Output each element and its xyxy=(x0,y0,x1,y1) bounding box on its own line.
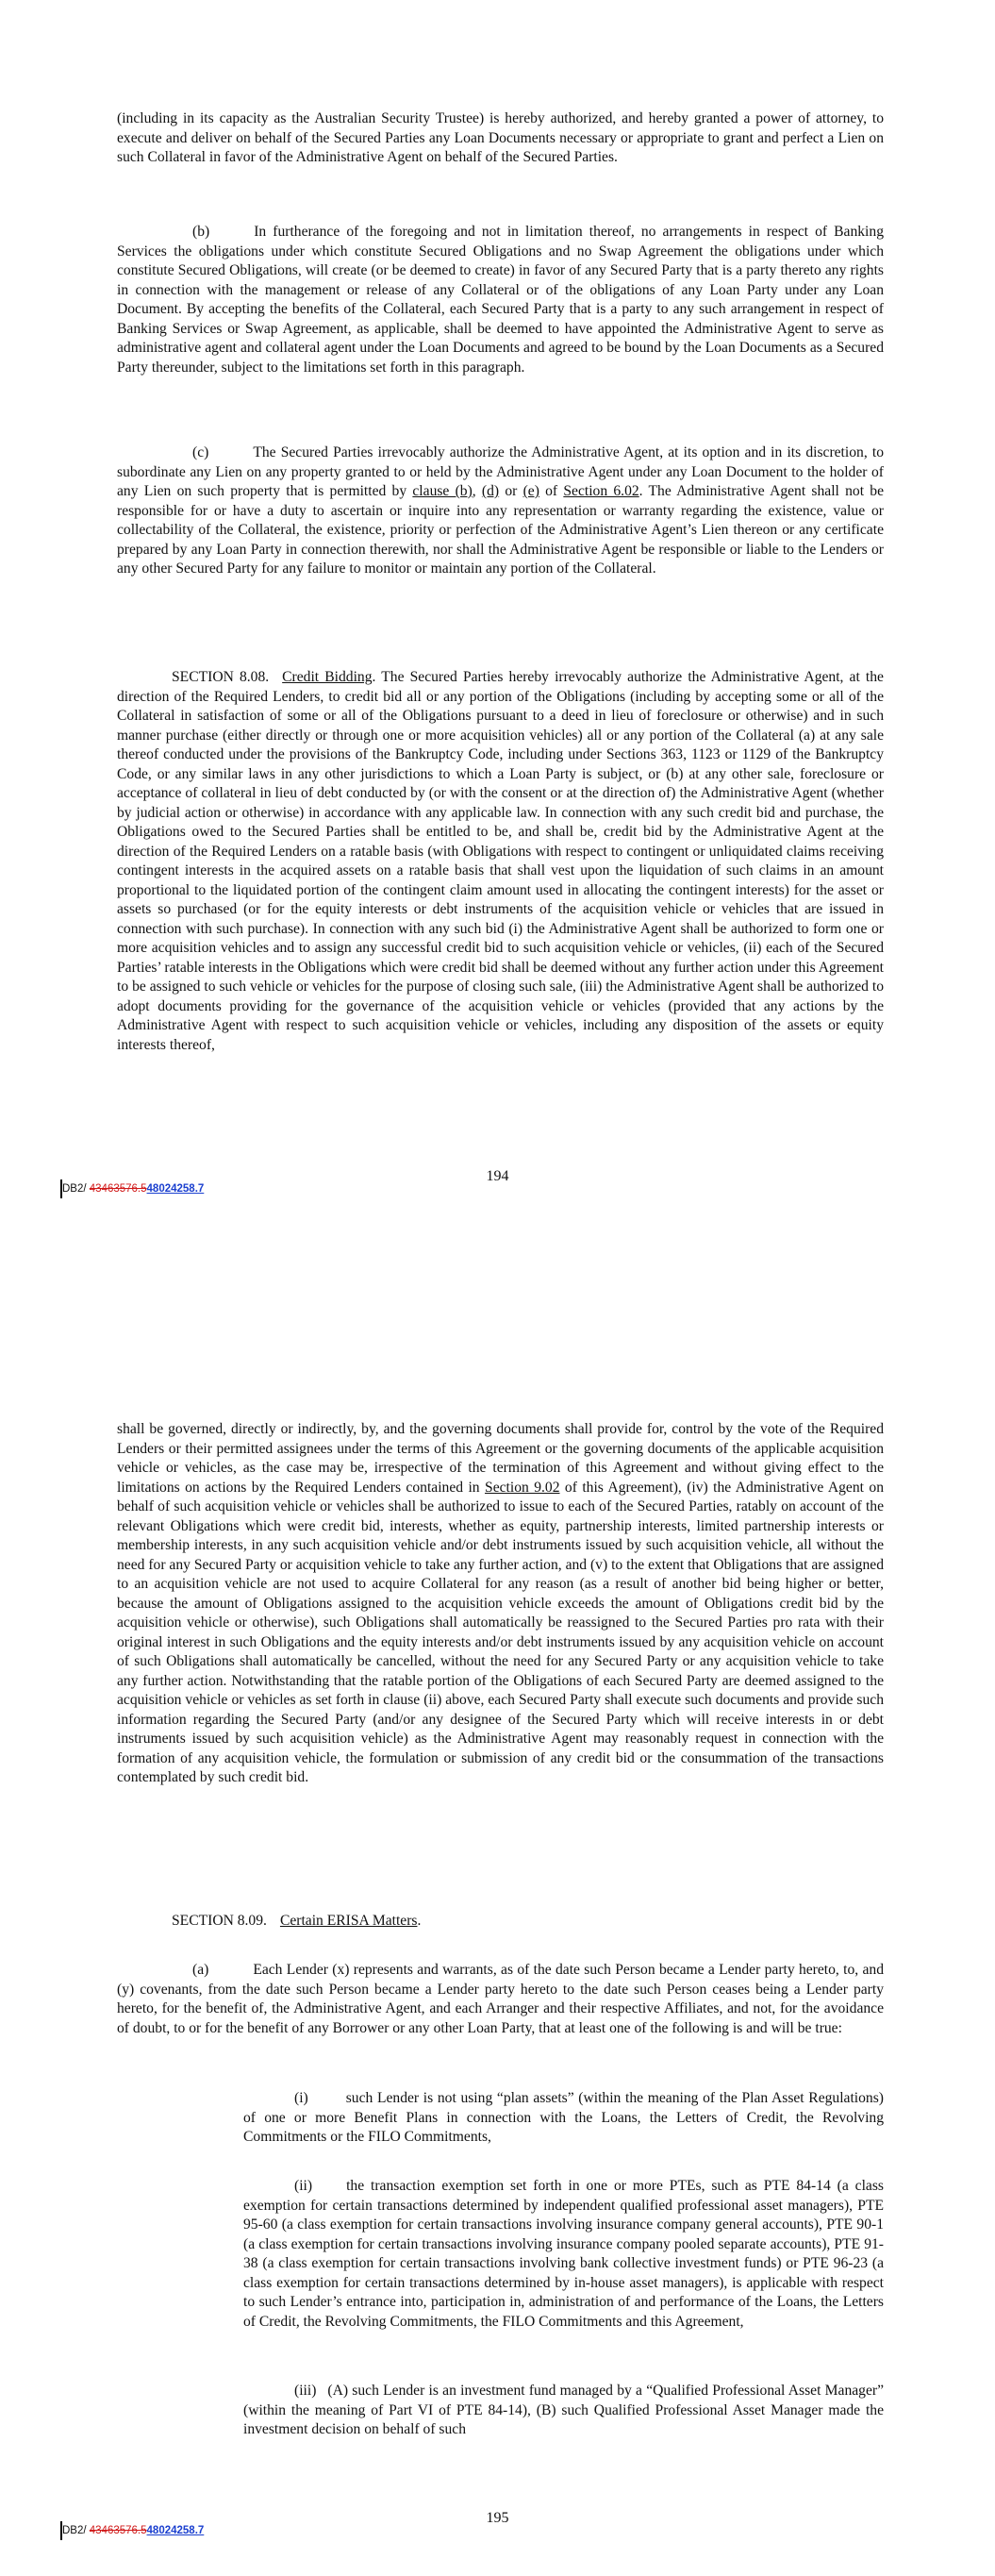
paragraph-b: (b) In furtherance of the foregoing and not in limitation thereof, no arrangements in respect of Banking Services the obligations under which constitute Secured Obligations and no Swap Agreement the obligations under which constitute Secured Obligations, will create (or be deemed to create) in favor of any Secured Party that is a party thereto any rights in connection with the management or release of any Collateral or of the obligations of any Loan Party under any Loan Document. By accepting the benefits of the Collateral, each Secured Party that is a party to any such arrangement in respect of Banking Services or Swap Agreement, as applicable, shall be deemed to have appointed the Administrative Agent to serve as administrative agent and collateral agent under the Loan Documents and agreed to be bound by the Loan Documents as a Secured Party thereunder, subject to the limitations set forth in this paragraph. xyxy=(117,224,884,376)
label-c: (c) xyxy=(192,444,209,460)
section-8-09-heading: SECTION 8.09. Certain ERISA Matters. xyxy=(117,1912,884,1932)
link-section-602[interactable]: Section 6.02 xyxy=(563,483,639,499)
link-clause-e[interactable]: (e) xyxy=(522,483,539,499)
page-194 xyxy=(0,0,995,1283)
page-number: 194 xyxy=(486,1168,509,1184)
section-label: SECTION 8.08. xyxy=(172,669,270,685)
label-a: (a) xyxy=(192,1962,209,1978)
clause-ii: (ii) the transaction exemption set forth in one or more PTEs, such as PTE 84-14 (a class exemption for certain transactions determined by independent qualified professional asset managers), PTE 95-60 (a class exemption for certain transactions involving insurance company general accounts), PTE 90-1 (a class exemption for certain transactions involving insurance company pooled separate accounts), PTE 91-38 (a class exemption for certain transactions involving bank collective investment funds) or PTE 96-23 (a class exemption for certain transactions determined by in-house asset managers), is applicable with respect to such Lender’s entrance into, participation in, administration of and performance of the Loans, the Letters of Credit, the Revolving Commitments, the FILO Commitments and this Agreement, xyxy=(243,2178,884,2330)
label-iii: (iii) xyxy=(294,2383,317,2399)
section-label: SECTION 8.09. xyxy=(172,1913,267,1929)
footer-doc-id: DB2/ 43463576.548024258.7 xyxy=(62,2525,205,2536)
label-i: (i) xyxy=(294,2090,308,2106)
paragraph-a: (a) Each Lender (x) represents and warrants, as of the date such Person became a Lender party hereto, to, and (y) covenants, from the date such Person became a Lender party hereto to the date such Person ceases being a Lender party hereto, for the benefit of, the Administrative Agent, and each Arranger and their respective Affiliates, and not, for the avoidance of doubt, to or for the benefit of any Borrower or any other Loan Party, that at least one of the following is and will be true: xyxy=(117,1962,884,2036)
paragraph-continuation-2: shall be governed, directly or indirectly, by, and the governing documents shall provide for, control by the vote of the Required Lenders or their permitted assignees under the terms of this Agreement or the governing documents of the applicable acquisition vehicle or vehicles, as the case may be, irrespective of the termination of this Agreement and without giving effect to the limitations on actions by the Required Lenders contained in Section 9.02 of this Agreement), (iv) the Administrative Agent on behalf of such acquisition vehicle or vehicles shall be authorized to issue to each of the Secured Parties, ratably on account of the relevant Obligations which were credit bid, interests, whether as equity, partnership interests, limited partnership interests or membership interests, in any such acquisition vehicle and/or debt instruments issued by such acquisition vehicle, all without the need for any Secured Party or acquisition vehicle to take any further action, and (v) to the extent that Obligations that are assigned to an acquisition vehicle are not used to acquire Collateral for any reason (as a result of another bid being higher or better, because the amount of Obligations assigned to the acquisition vehicle exceeds the amount of Obligations credit bid by the acquisition vehicle or otherwise), such Obligations shall automatically be reassigned to the Secured Parties pro rata with their original interest in such Obligations and the equity interests and/or debt instruments issued by any acquisition vehicle on account of such Obligations shall automatically be cancelled, without the need for any Secured Party or any acquisition vehicle to take any further action. Notwithstanding that the ratable portion of the Obligations of each Secured Party are deemed assigned to the acquisition vehicle or vehicles as set forth in clause (ii) above, each Secured Party shall execute such documents and provide such information regarding the Secured Party (and/or any designee of the Secured Party which will receive interests in or debt instruments issued by such acquisition vehicle) as the Administrative Agent may reasonably request in connection with the formation of any acquisition vehicle, the formulation or submission of any credit bid or the consummation of the transactions contemplated by such credit bid. xyxy=(117,1421,884,1785)
page-number: 195 xyxy=(486,2510,509,2526)
clause-i: (i) such Lender is not using “plan assets” (within the meaning of the Plan Asset Regulations) of one or more Benefit Plans in connection with the Loans, the Letters of Credit, the Revolving Commitments or the FILO Commitments, xyxy=(243,2090,884,2145)
link-clause-d[interactable]: (d) xyxy=(481,483,500,499)
section-8-08: SECTION 8.08. Credit Bidding. The Secured Parties hereby irrevocably authorize the Administrative Agent, at the direction of the Required Lenders, to credit bid all or any portion of the Obligations (including by accepting some or all of the Collateral in satisfaction of some or all of the Obligations pursuant to a deed in lieu of foreclosure or otherwise) and in such manner purchase (either directly or through one or more acquisition vehicles) all or any portion of the Collateral (a) at any sale thereof conducted under the provisions of the Bankruptcy Code, including under Sections 363, 1123 or 1129 of the Bankruptcy Code, or any similar laws in any other jurisdictions to which a Loan Party is subject, or (b) at any other sale, foreclosure or acceptance of collateral in lieu of debt conducted by (or with the consent or at the direction of) the Administrative Agent (whether by judicial action or otherwise) in accordance with any applicable law. In connection with any such credit bid and purchase, the Obligations owed to the Secured Parties shall be entitled to be, and shall be, credit bid by the Administrative Agent at the direction of the Required Lenders on a ratable basis (with Obligations with respect to contingent or unliquidated claims receiving contingent interests in the acquired assets on a ratable basis that shall vest upon the liquidation of such claims in an amount proportional to the liquidated portion of the contingent claim amount used in allocating the contingent interests) for the asset or assets so purchased (or for the equity interests or debt instruments of the acquisition vehicle or vehicles that are issued in connection with such purchase). In connection with any such bid (i) the Administrative Agent shall be authorized to form one or more acquisition vehicles and to assign any successful credit bid to such acquisition vehicle or vehicles, (ii) each of the Secured Parties’ ratable interests in the Obligations which were credit bid shall be deemed without any further action under this Agreement to be assigned to such vehicle or vehicles for the purpose of closing such sale, (iii) the Administrative Agent shall be authorized to adopt documents providing for the governance of the acquisition vehicle or vehicles (provided that any actions by the Administrative Agent with respect to such acquisition vehicle or vehicles, including any disposition of the assets or equity interests thereof, xyxy=(117,669,884,1053)
link-section-902[interactable]: Section 9.02 xyxy=(485,1479,560,1496)
paragraph-continuation: (including in its capacity as the Australian Security Trustee) is hereby authorized, and hereby granted a power of attorney, to execute and deliver on behalf of the Secured Parties any Loan Documents necessary or appropriate to grant and perfect a Lien on such Collateral in favor of the Administrative Agent on behalf of the Secured Parties. xyxy=(117,110,884,165)
section-title: Credit Bidding xyxy=(282,669,373,685)
footer-doc-id: DB2/ 43463576.548024258.7 xyxy=(62,1183,205,1195)
page-195 xyxy=(0,1283,995,2576)
paragraph-c: (c) The Secured Parties irrevocably authorize the Administrative Agent, at its option and in its discretion, to subordinate any Lien on any property granted to or held by the Administrative Agent under any Loan Document to the holder of any Lien on such property that is permitted by clause (b), (d) or (e) of Section 6.02. The Administrative Agent shall not be responsible for or have a duty to ascertain or inquire into any representation or warranty regarding the existence, value or collectability of the Collateral, the existence, priority or perfection of the Administrative Agent’s Lien thereon or any certificate prepared by any Loan Party in connection therewith, nor shall the Administrative Agent be responsible or liable to the Lenders or any other Secured Party for any failure to monitor or maintain any portion of the Collateral. xyxy=(117,444,884,577)
inserted-doc-id: 48024258.7 xyxy=(146,2525,205,2536)
deleted-doc-id: 43463576.5 xyxy=(89,1183,147,1195)
inserted-doc-id: 48024258.7 xyxy=(146,1183,205,1195)
clause-iii: (iii) (A) such Lender is an investment fund managed by a “Qualified Professional Asset Manager” (within the meaning of Part VI of PTE 84-14), (B) such Qualified Professional Asset Manager made the investment decision on behalf of such xyxy=(243,2383,884,2437)
label-ii: (ii) xyxy=(294,2178,313,2194)
section-title: Certain ERISA Matters xyxy=(279,1913,418,1929)
link-clause-b[interactable]: clause (b) xyxy=(412,483,473,499)
deleted-doc-id: 43463576.5 xyxy=(89,2525,147,2536)
label-b: (b) xyxy=(192,224,210,240)
